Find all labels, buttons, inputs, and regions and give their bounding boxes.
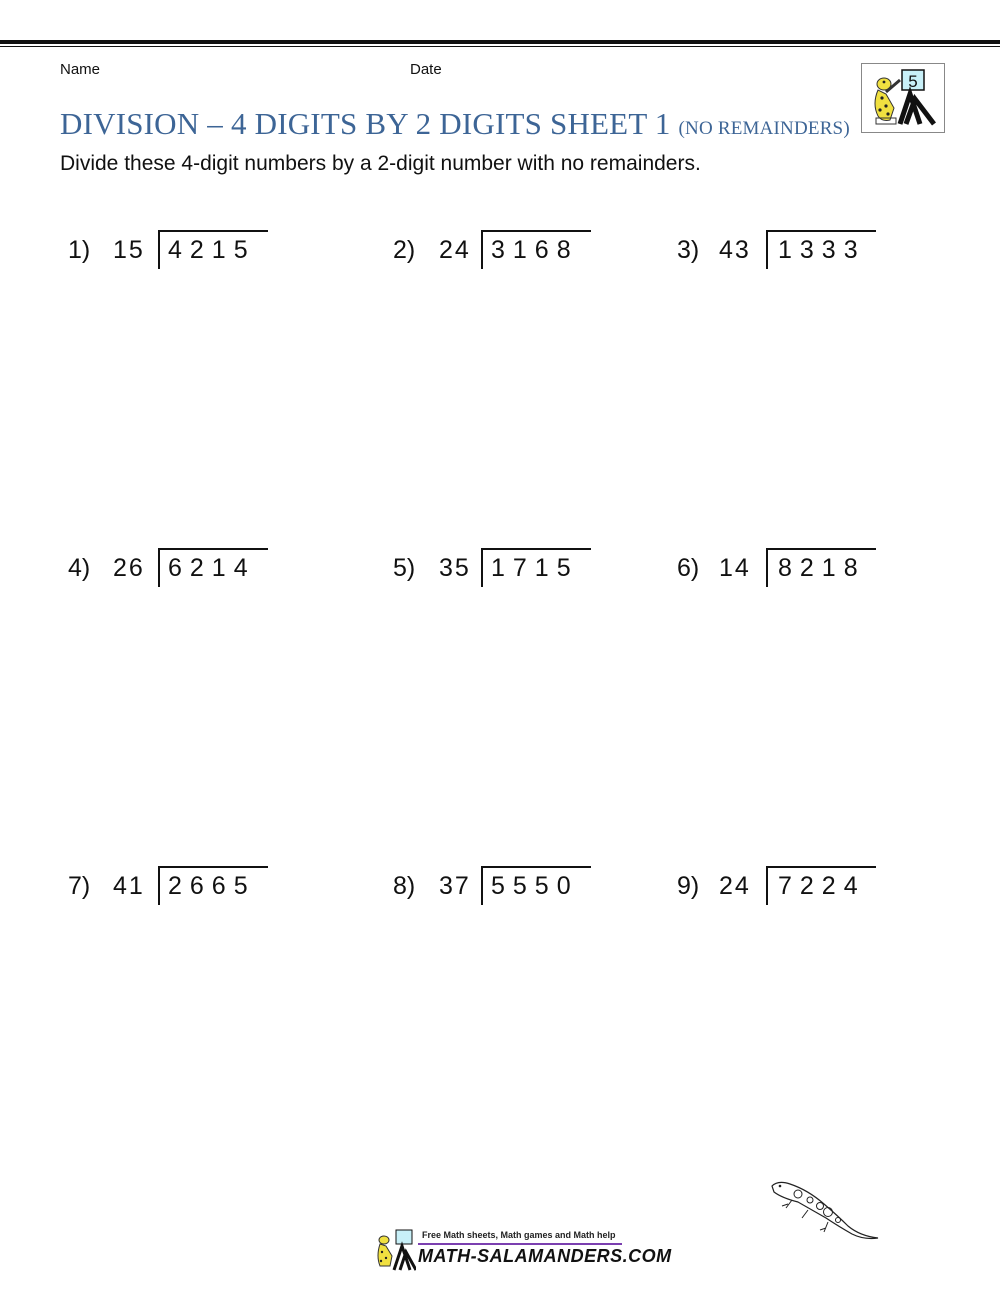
logo-number: 5 xyxy=(908,72,918,91)
divisor: 35 xyxy=(439,554,471,582)
footer-site-name: MATH-SALAMANDERS.COM xyxy=(418,1246,672,1266)
dividend: 4215 xyxy=(168,236,256,264)
divisor: 43 xyxy=(719,236,751,264)
problem-number: 3) xyxy=(677,236,700,264)
dividend: 1715 xyxy=(491,554,579,582)
title-main: DIVISION – 4 DIGITS BY 2 DIGITS SHEET 1 xyxy=(60,106,671,141)
dividend: 8218 xyxy=(778,554,866,582)
footer-logo-icon xyxy=(372,1228,416,1272)
divisor: 15 xyxy=(113,236,145,264)
date-label: Date xyxy=(410,61,442,78)
problem-number: 6) xyxy=(677,554,700,582)
instructions: Divide these 4-digit numbers by a 2-digit number with no remainders. xyxy=(60,152,701,175)
footer-tagline: Free Math sheets, Math games and Math help xyxy=(422,1230,616,1240)
math-salamanders-logo xyxy=(861,63,945,133)
worksheet-title xyxy=(60,106,850,142)
divisor: 14 xyxy=(719,554,751,582)
problem-number: 4) xyxy=(68,554,91,582)
dividend: 5550 xyxy=(491,872,579,900)
dividend: 1333 xyxy=(778,236,866,264)
problem-number: 7) xyxy=(68,872,91,900)
divisor: 24 xyxy=(719,872,751,900)
problem-number: 5) xyxy=(393,554,416,582)
name-label: Name xyxy=(60,61,101,78)
salamander-icon xyxy=(768,1178,880,1244)
top-rule-thin xyxy=(0,46,1000,47)
divisor: 26 xyxy=(113,554,145,582)
dividend: 7224 xyxy=(778,872,866,900)
dividend: 2665 xyxy=(168,872,256,900)
divisor: 24 xyxy=(439,236,471,264)
dividend: 3168 xyxy=(491,236,579,264)
divisor: 41 xyxy=(113,872,145,900)
salamander-easel-icon xyxy=(862,64,944,132)
problem-number: 2) xyxy=(393,236,416,264)
problem-number: 1) xyxy=(68,236,91,264)
title-suffix: (NO REMAINDERS) xyxy=(678,118,850,139)
problem-number: 9) xyxy=(677,872,700,900)
footer-divider xyxy=(418,1243,622,1245)
dividend: 6214 xyxy=(168,554,256,582)
top-rule xyxy=(0,40,1000,44)
problem-number: 8) xyxy=(393,872,416,900)
divisor: 37 xyxy=(439,872,471,900)
